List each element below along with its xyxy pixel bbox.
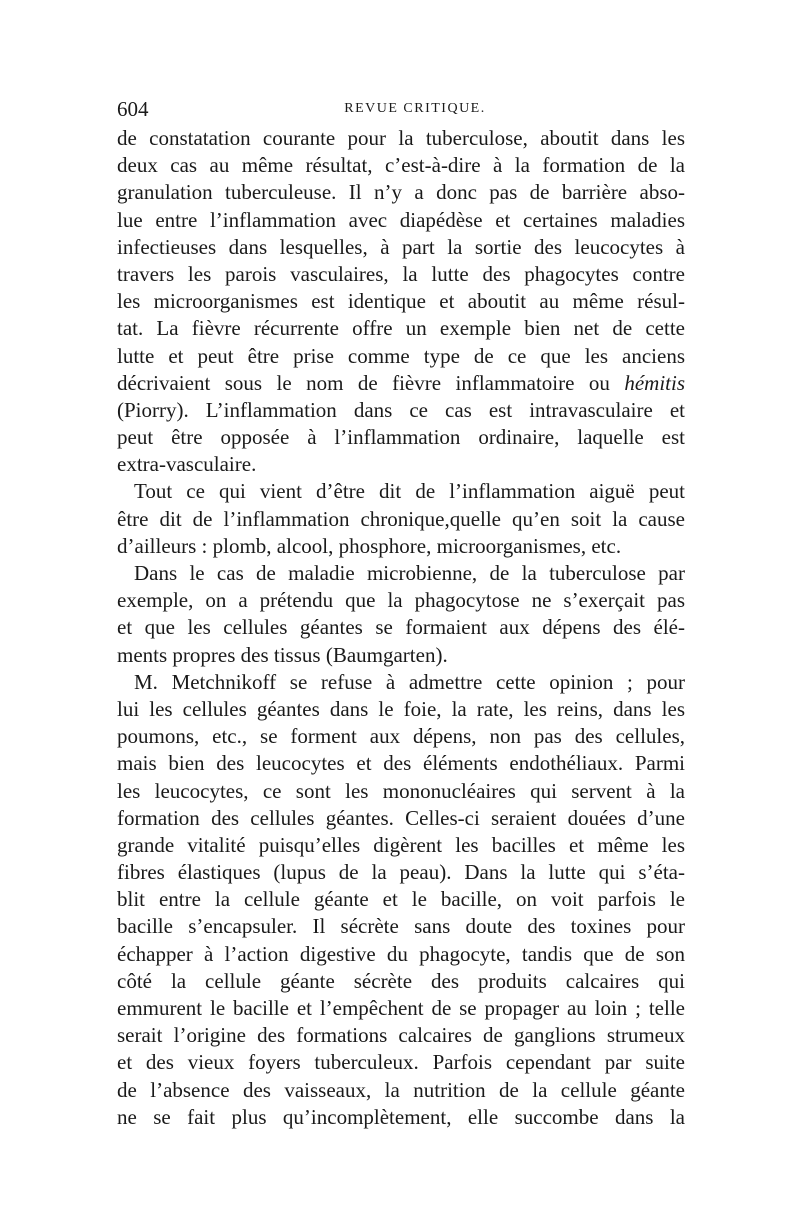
text-line: Dans le cas de maladie microbienne, de la tuberculose par (134, 561, 685, 585)
text-line: extra-vasculaire. (117, 452, 257, 477)
text-line: Tout ce qui vient d’être dit de l’inflammation aiguë peut (134, 479, 685, 504)
text-line: deux cas au même résultat, c’est-à-dire à la formation de la (117, 153, 685, 178)
italic-term: hémitis (624, 370, 685, 395)
text-line: serait l’origine des formations calcaires de ganglions strumeux (117, 1023, 685, 1048)
page-header (117, 94, 685, 124)
text-line: poumons, etc., se forment aux dépens, non pas des cellules, (117, 724, 685, 749)
text-line: lui les cellules géantes dans le foie, la rate, les reins, dans les (117, 696, 685, 721)
text-line: ne se fait plus qu’incomplètement, elle succombe dans la (117, 1104, 685, 1129)
text-line: infectieuses dans lesquelles, à part la sortie des leucocytes à (117, 234, 685, 259)
text-line: échapper à l’action digestive du phagocyte, tandis que de son (117, 941, 685, 966)
text-line: (Piorry). L’inflammation dans ce cas est intravasculaire et (117, 397, 685, 422)
text-line: mais bien des leucocytes et des éléments endothéliaux. Parmi (117, 751, 685, 776)
text-line: côté la cellule géante sécrète des produits calcaires qui (117, 968, 685, 993)
text-line: bacille s’encapsuler. Il sécrète sans doute des toxines pour (117, 914, 685, 939)
text-line: lue entre l’inflammation avec diapédèse et certaines maladies (117, 207, 685, 232)
page-number: 604 (117, 97, 149, 121)
text-line: blit entre la cellule géante et le bacille, on voit parfois le (117, 887, 685, 912)
text-line: M. Metchnikoff se refuse à admettre cette opinion ; pour (134, 669, 685, 694)
text-line: décrivaient sous le nom de fièvre inflammatoire ou hémitis (117, 370, 685, 395)
text-line: fibres élastiques (lupus de la peau). Dans la lutte qui s’éta- (117, 860, 685, 885)
text-line: exemple, on a prétendu que la phagocytose ne s’exerçait pas (117, 588, 685, 613)
text-line: peut être opposée à l’inflammation ordinaire, laquelle est (117, 425, 685, 450)
text-line: d’ailleurs : plomb, alcool, phosphore, microorganismes, etc. (117, 533, 622, 558)
text-line: granulation tuberculeuse. Il n’y a donc pas de barrière abso- (117, 180, 685, 205)
text-line: les microorganismes est identique et aboutit au même résul- (117, 289, 685, 314)
text-line: tat. La fièvre récurrente offre un exemple bien net de cette (117, 316, 685, 341)
text-line: ments propres des tissus (Baumgarten). (117, 642, 448, 667)
text-line: de l’absence des vaisseaux, la nutrition de la cellule géante (117, 1077, 685, 1102)
text-line: grande vitalité puisqu’elles digèrent les bacilles et même les (117, 832, 685, 857)
text-line: être dit de l’inflammation chronique,quelle qu’en soit la cause (117, 506, 685, 531)
text-line: de constatation courante pour la tuberculose, aboutit dans les (117, 126, 685, 150)
text-line: et des vieux foyers tuberculeux. Parfois cependant par suite (117, 1050, 685, 1075)
text-line: travers les parois vasculaires, la lutte des phagocytes contre (117, 261, 685, 286)
text-line: lutte et peut être prise comme type de ce que les anciens (117, 343, 685, 368)
running-head: REVUE CRITIQUE. (344, 101, 486, 116)
text-line: les leucocytes, ce sont les mononucléaires qui servent à la (117, 778, 685, 803)
text-line: et que les cellules géantes se formaient aux dépens des élé- (117, 615, 685, 640)
body-text (117, 125, 685, 1131)
text-line: formation des cellules géantes. Celles-ci seraient douées d’une (117, 805, 685, 830)
text-line: emmurent le bacille et l’empêchent de se propager au loin ; telle (117, 996, 685, 1020)
